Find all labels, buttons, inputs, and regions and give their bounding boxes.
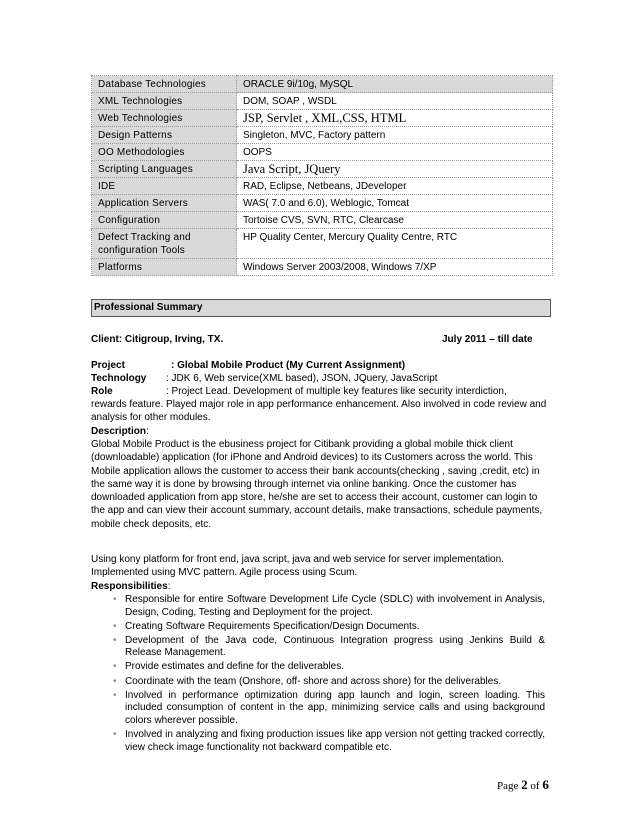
list-item: • Responsible for entire Software Development Life Cycle (SDLC) with involvement in Analysis, Design, Coding, Testing and Deployment for the project.	[113, 594, 545, 618]
skill-value: WAS( 7.0 and 6.0), Weblogic, Tomcat	[237, 195, 553, 212]
skills-row	[92, 76, 553, 93]
project-label: Project	[91, 360, 125, 371]
skill-value: Tortoise CVS, SVN, RTC, Clearcase	[237, 212, 553, 229]
skill-key: Application Servers	[92, 195, 237, 212]
skill-key: Platforms	[92, 259, 237, 276]
role-label: Role	[91, 386, 113, 397]
list-item: • Creating Software Requirements Specification/Design Documents.	[113, 620, 420, 632]
page-word: Page	[497, 780, 519, 792]
bullet-icon: •	[113, 728, 117, 740]
skill-key: IDE	[92, 178, 237, 195]
responsibilities-heading: Responsibilities:	[91, 581, 171, 592]
skill-key: Web Technologies	[92, 110, 237, 127]
skill-value: ORACLE 9i/10g, MySQL	[237, 76, 553, 93]
list-item: • Development of the Java code, Continuous Integration progress using Jenkins Build & Release Management.	[113, 634, 545, 659]
description-heading: Description:	[91, 426, 149, 437]
bullet-icon: •	[113, 675, 117, 687]
skills-row	[92, 212, 553, 229]
technology-label: Technology	[91, 373, 147, 384]
skill-key: XML Technologies	[92, 93, 237, 110]
skill-key: Design Patterns	[92, 127, 237, 144]
responsibilities-list	[113, 594, 545, 756]
bullet-icon: •	[113, 661, 117, 673]
skills-row	[92, 161, 553, 178]
skill-key: OO Methodologies	[92, 144, 237, 161]
list-item: • Provide estimates and define for the deliverables.	[113, 661, 345, 673]
technology-value: : JDK 6, Web service(XML based), JSON, JQuery, JavaScript	[166, 373, 438, 384]
skills-table	[91, 75, 553, 276]
role-continuation: rewards feature. Played major role in app performance enhancement. Also involved in code review and analysis for other modules.	[91, 399, 547, 424]
list-item: • Coordinate with the team (Onshore, off- shore and across shore) for the deliverables.	[113, 675, 502, 687]
bullet-icon: •	[113, 634, 117, 646]
of-word: of	[530, 780, 540, 792]
skills-row	[92, 110, 553, 127]
page-number: 2	[521, 777, 528, 792]
bullet-icon: •	[113, 689, 117, 701]
bullet-icon: •	[113, 594, 117, 605]
skills-row	[92, 259, 553, 276]
project-value: : Global Mobile Product (My Current Assignment)	[171, 360, 406, 371]
skill-value: Windows Server 2003/2008, Windows 7/XP	[237, 259, 553, 276]
kony-paragraph: Using kony platform for front end, java script, java and web service for server implementation. Implemented using MVC pattern. Agile process using Scum.	[91, 554, 504, 579]
description-label: Description	[91, 426, 147, 437]
page-footer	[497, 777, 549, 793]
section-header: Professional Summary	[91, 299, 551, 317]
responsibilities-label: Responsibilities	[91, 581, 168, 592]
skills-row	[92, 178, 553, 195]
skill-value: Singleton, MVC, Factory pattern	[237, 127, 553, 144]
skill-value: Java Script, JQuery	[237, 161, 553, 178]
page-total: 6	[542, 777, 549, 792]
skills-row	[92, 93, 553, 110]
skill-value: HP Quality Center, Mercury Quality Centre, RTC	[237, 229, 553, 259]
skill-key: Configuration	[92, 212, 237, 229]
skill-key: Scripting Languages	[92, 161, 237, 178]
skill-key: Defect Tracking and configuration Tools	[92, 229, 237, 259]
skill-value: JSP, Servlet , XML,CSS, HTML	[237, 110, 553, 127]
bullet-icon: •	[113, 620, 117, 632]
skills-row	[92, 144, 553, 161]
skill-value: DOM, SOAP , WSDL	[237, 93, 553, 110]
description-text: Global Mobile Product is the ebusiness project for Citibank providing a global mobile thick client (downloadable) application (for iPhone and Android devices) to its Customers across the world. This Mobile application allows the customer to access their bank accounts(checking , saving ,credit, etc) in the same way it is done by browsing through internet via online banking. Once the customer has downloaded application from app store, he/she are set to access their account, customer can login to the app and can view their account summary, account details, make transactions, schedule payments, mobile check deposits, etc.	[91, 439, 543, 530]
skill-key: Database Technologies	[92, 76, 237, 93]
skills-row	[92, 229, 553, 259]
skill-value: RAD, Eclipse, Netbeans, JDeveloper	[237, 178, 553, 195]
skills-row	[92, 127, 553, 144]
role-value: : Project Lead. Development of multiple key features like security interdiction,	[166, 386, 507, 397]
skill-value: OOPS	[237, 144, 553, 161]
skills-row	[92, 195, 553, 212]
list-item: • Involved in analyzing and fixing production issues like app version not getting tracked correctly, view check image functionality not backward compatible etc.	[113, 728, 545, 753]
client-line: Client: Citigroup, Irving, TX.	[91, 334, 224, 345]
date-range: July 2011 – till date	[442, 334, 533, 345]
list-item: • Involved in performance optimization during app launch and login, screen loading. This included consumption of content in the app, minimizing service calls and using background colors wherever possible.	[113, 689, 545, 726]
